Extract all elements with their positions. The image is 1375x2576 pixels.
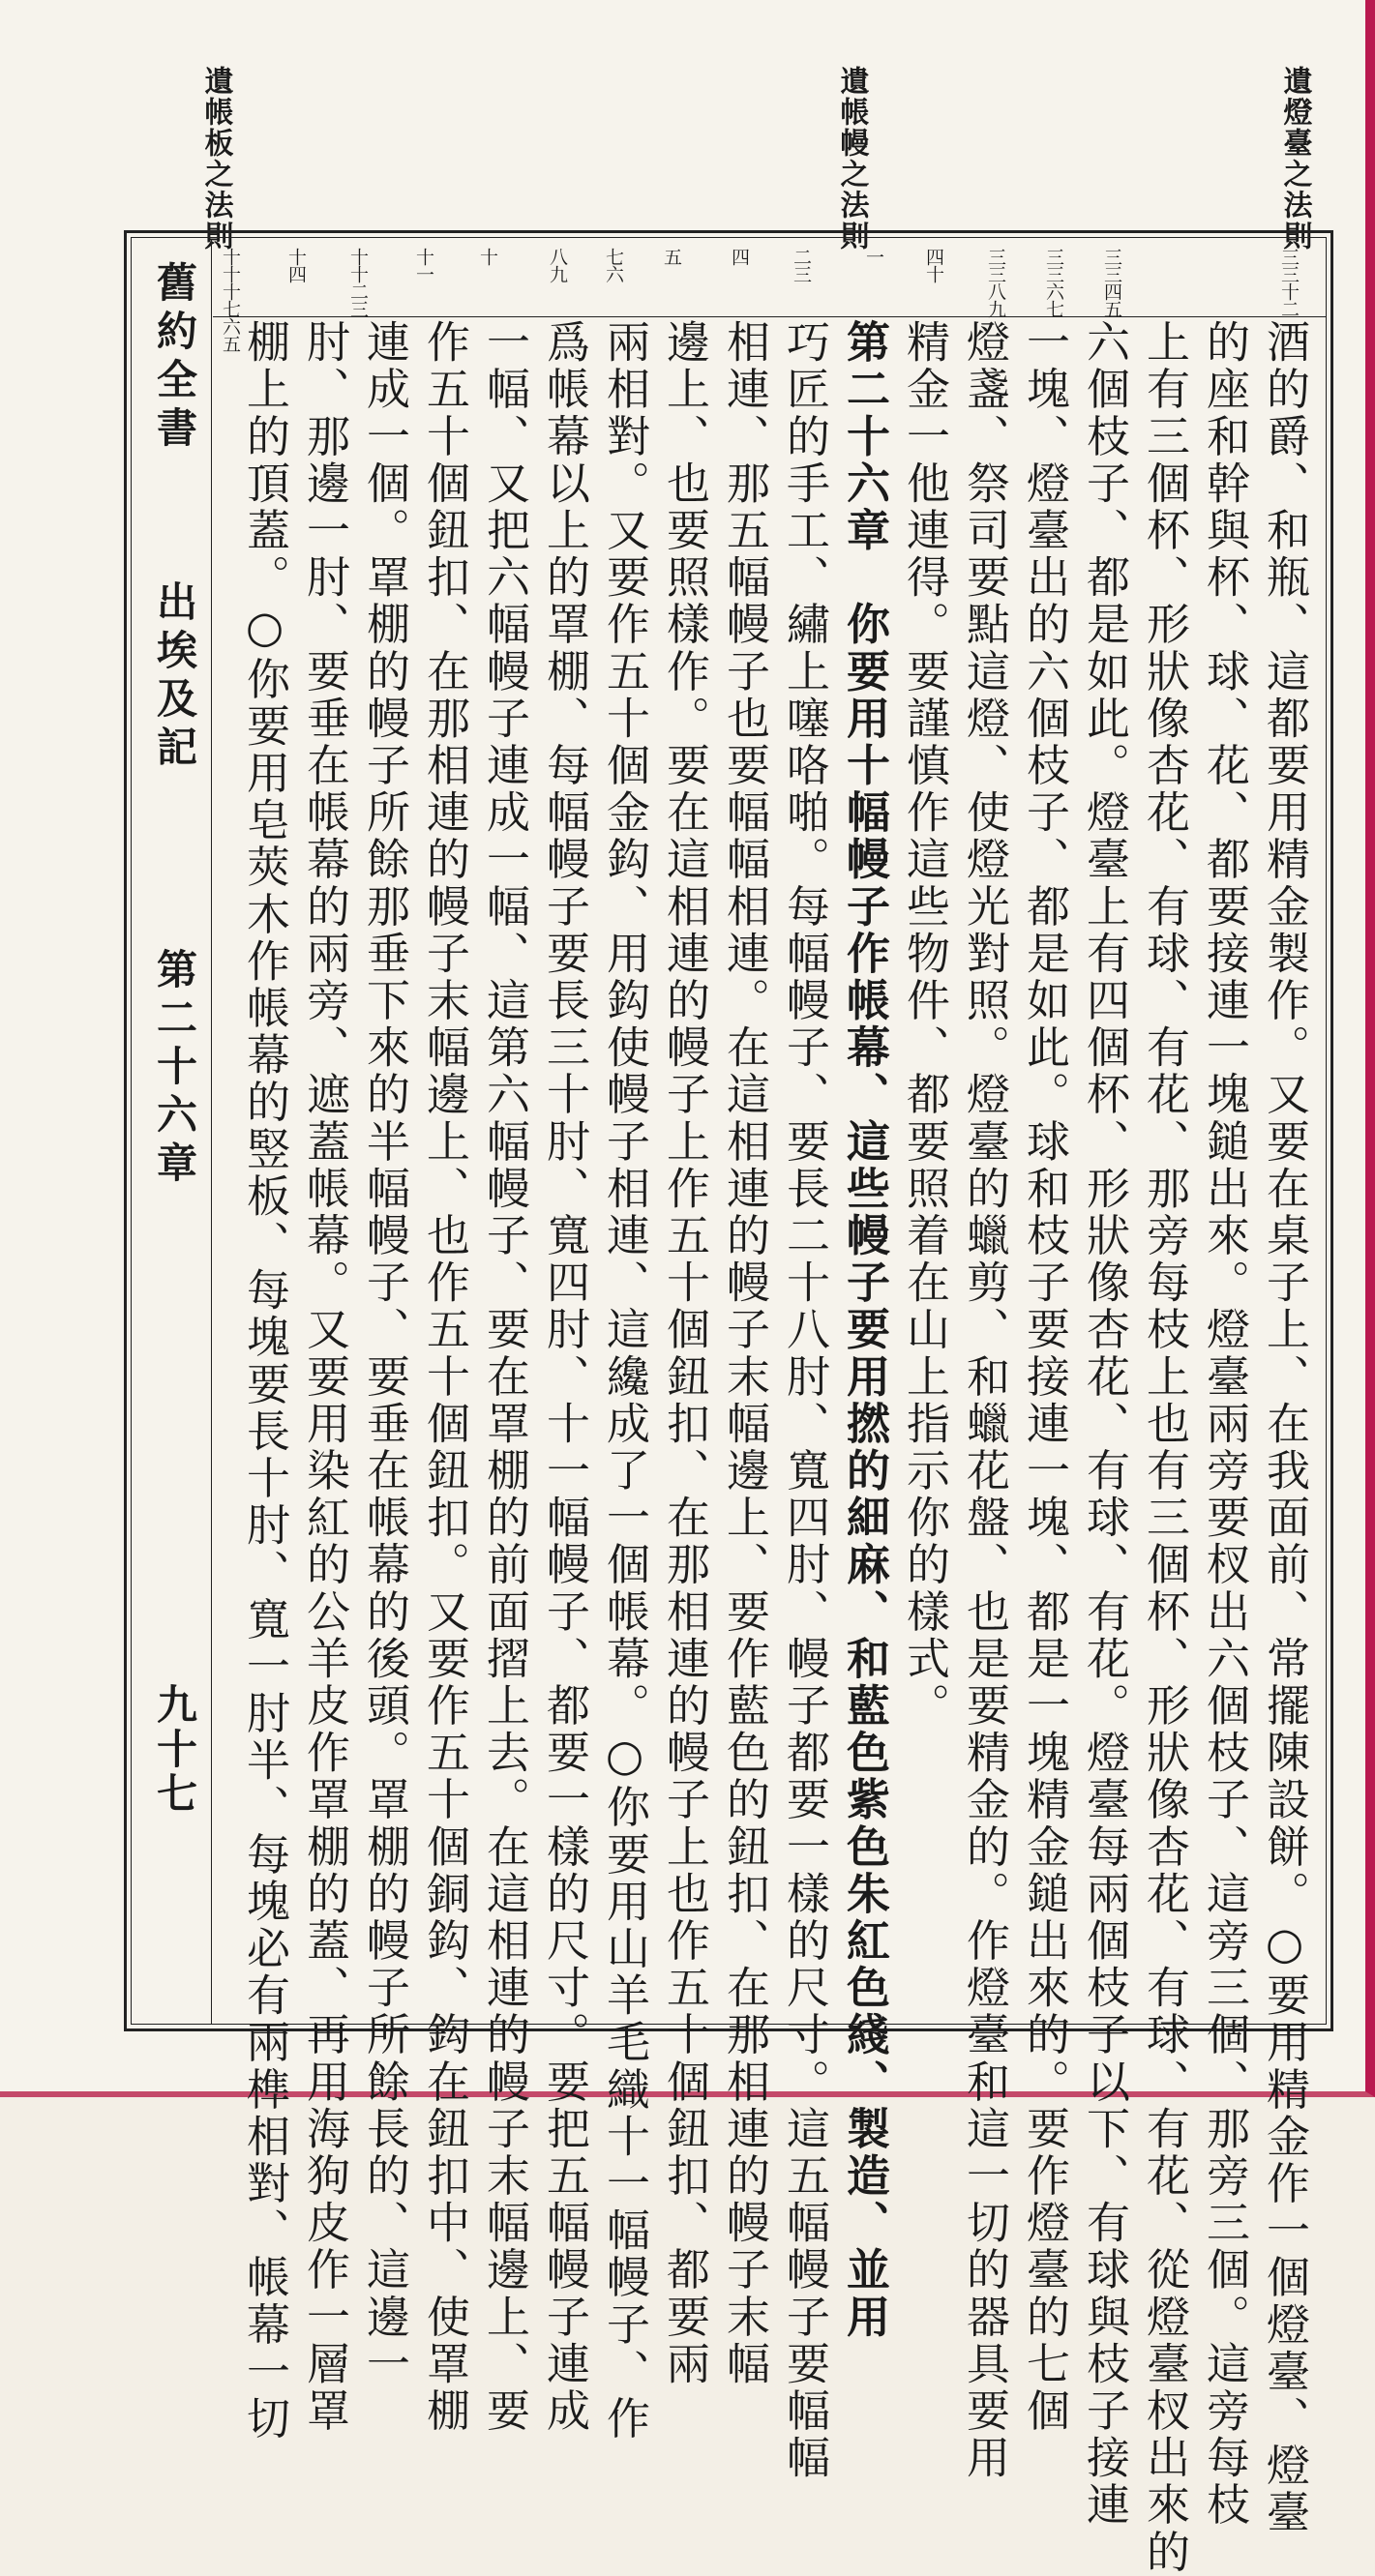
verse-marker: 八九 (547, 248, 568, 282)
marginal-note-lamp: 遺燈臺之法則 (1277, 66, 1312, 252)
marginal-note-board: 遺帳板之法則 (198, 66, 233, 252)
text-column: 作五十個鈕扣、在那相連的幔子末幅邊上、也作五十個鈕扣。又要作五十個銅鈎、鈎在鈕扣中、使罩棚 (419, 319, 470, 2435)
text-column: 相連、那五幅幔子也要幅幅相連。在這相連的幔子末幅邊上、要作藍色的鈕扣、在那相連的幔子末幅 (719, 319, 770, 2388)
text-column: 一塊、燈臺出的六個枝子、都是如此。球和枝子要接連一塊、都是一塊精金鎚出來的。要作燈臺的七個 (1019, 319, 1070, 2435)
book-title: 舊約全書 (151, 261, 198, 455)
verse-marker: 三三十二一 (1278, 248, 1300, 335)
verse-marker: 十 (477, 248, 498, 265)
verse-marker: 十十二三 (347, 248, 369, 317)
text-column: 一幅、又把六幅幔子連成一幅、這第六幅幔子、要在罩棚的前面摺上去。在這相連的幔子末幅邊上、要 (479, 319, 530, 2435)
verse-marker: 三三八九 (985, 248, 1006, 317)
text-column: 棚上的頂蓋。○你要用皂莢木作帳幕的竪板、每塊要長十肘、寬一肘半、每塊必有兩榫相對、帳幕一切 (239, 319, 290, 2443)
marginal-note-curtain: 遺帳幔之法則 (834, 66, 869, 252)
text-column: 巧匠的手工、繡上噻咯啪。每幅幔子、要長二十八肘、寬四肘、幔子都要一樣的尺寸。這五幅幔子要幅幅 (779, 319, 830, 2482)
text-column: 燈盞、祭司要點這燈、使燈光對照。燈臺的蠟剪、和蠟花盤、也是要精金的。作燈臺和這一切的器具要用 (959, 319, 1010, 2482)
text-column: 邊上、也要照樣作。要在這相連的幔子上作五十個鈕扣、在那相連的幔子上也作五十個鈕扣、都要兩 (659, 319, 710, 2388)
text-column: 上有三個杯、形狀像杏花、有球、有花、那旁每枝上也有三個杯、形狀像杏花、有球、有花、從燈臺杈出來的 (1139, 319, 1190, 2576)
verse-marker: 三三四五 (1101, 248, 1122, 317)
verse-marker: 十四 (285, 248, 307, 282)
text-column: 肘、那邊一肘、要垂在帳幕的兩旁、遮蓋帳幕。又要用染紅的公羊皮作罩棚的蓋、再用海狗皮作一層罩 (299, 319, 350, 2435)
verse-marker: 五 (661, 248, 682, 265)
verse-marker: 十十十七六五 (220, 248, 241, 352)
book-name: 出埃及記 (151, 580, 198, 774)
text-column: 爲帳幕以上的罩棚、每幅幔子要長三十肘、寬四肘、十一幅幔子、都要一樣的尺寸。要把五幅幔子連成 (539, 319, 590, 2435)
verse-marker: 四十 (923, 248, 944, 282)
text-column: 酒的爵、和瓶、這都要用精金製作。又要在桌子上、在我面前、常擺陳設餅。○要用精金作一個燈臺、燈臺 (1259, 319, 1310, 2537)
verse-marker: 一 (863, 248, 884, 265)
text-column: 精金一他連得。要謹慎作這些物件、都要照着在山上指示你的樣式。 (899, 319, 950, 1730)
verse-marker: 三三六七 (1043, 248, 1064, 317)
text-column: 兩相對。又要作五十個金鈎、用鈎使幔子相連、這纔成了一個帳幕。○你要用山羊毛織十一幅幔子、作 (599, 319, 650, 2443)
verse-number-strip (213, 239, 1326, 317)
text-column: 連成一個。罩棚的幔子所餘那垂下來的半幅幔子、要垂在帳幕的後頭。罩棚的幔子所餘長的、這邊一 (359, 319, 410, 2388)
text-column: 六個枝子、都是如此。燈臺上有四個杯、形狀像杏花、有球、有花。燈臺每兩個枝子以下、有球與枝子接連 (1079, 319, 1130, 2530)
verse-marker: 七六 (603, 248, 624, 282)
verse-marker: 十一 (413, 248, 434, 282)
page-number: 九十七 (151, 1683, 198, 1817)
verse-marker: 二三 (791, 248, 812, 282)
verse-marker: 四 (729, 248, 750, 265)
chapter-start-column: 第二十六章 你要用十幅幔子作帳幕、這些幔子要用撚的細麻、和藍色紫色朱紅色綫、製造、並用 (839, 319, 890, 2341)
chapter-heading: 第二十六章 (151, 948, 198, 1190)
text-column: 的座和幹與杯、球、花、都要接連一塊鎚出來。燈臺兩旁要杈出六個枝子、這旁三個、那旁三個。這旁每枝 (1199, 319, 1250, 2530)
